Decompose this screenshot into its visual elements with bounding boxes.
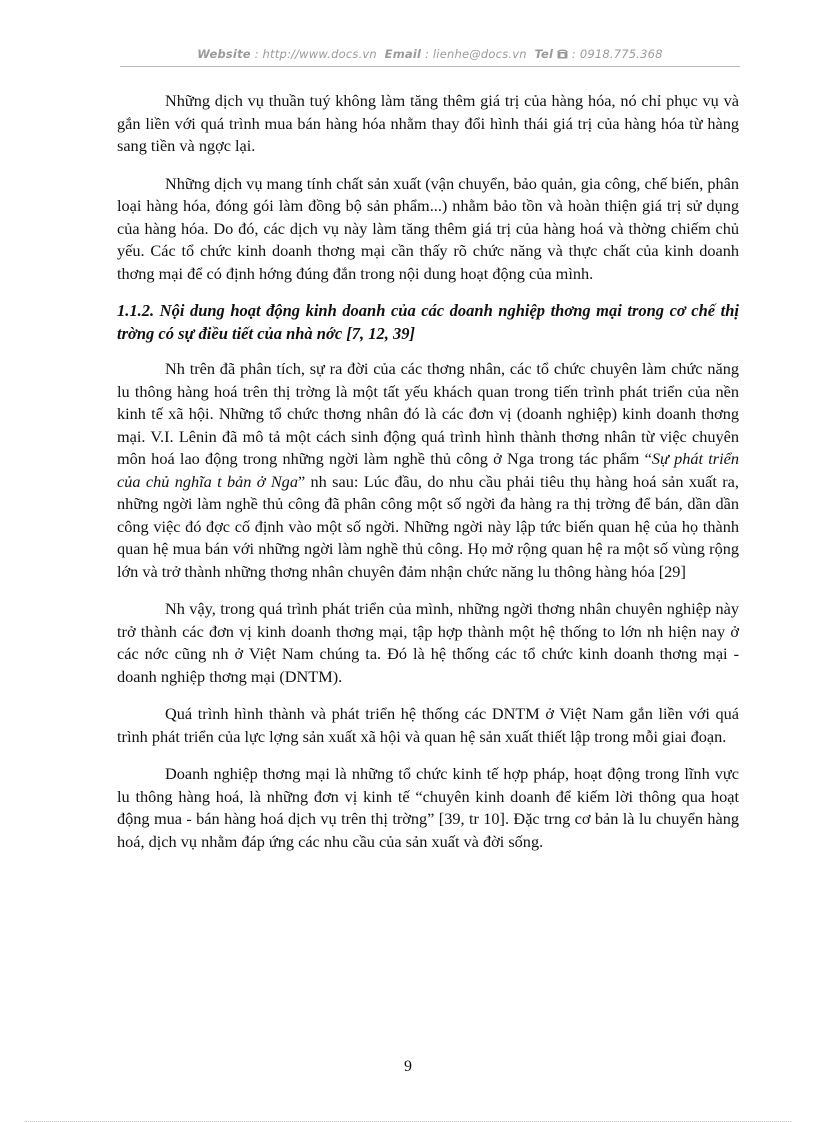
paragraph-2: Những dịch vụ mang tính chất sản xuất (vận chuyển, bảo quản, gia công, chế biến, phân loại hàng hóa, đóng gói làm đồng bộ sản phẩm...) nhằm bảo tồn và hoàn thiện giá trị sử dụng của hàng hóa. Do đó, các dịch vụ này làm tăng thêm giá trị của hàng hoá và thờng chiếm chủ yếu. Các tổ chức kinh doanh thơng mại cần thấy rõ chức năng và thực chất của kinh doanh thơng mại để có định hớng đúng đắn trong nội dung hoạt động của mình. [117,173,739,283]
paragraph-4: Nh vậy, trong quá trình phát triển của mình, những ngời thơng nhân chuyên nghiệp này trở thành các đơn vị kinh doanh thơng mại, tập hợp thành một hệ thống to lớn nh hiện nay ở các nớc cũng nh ở Việt Nam chúng ta. Đó là hệ thống các tổ chức kinh doanh thơng mại - doanh nghiệp thơng mại (DNTM). [117,599,739,686]
email-value: : lienhe@docs.vn [424,47,527,61]
website-label: Website [197,47,251,61]
paragraph-1: Những dịch vụ thuần tuý không làm tăng thêm giá trị của hàng hóa, nó chỉ phục vụ và gắn liền với quá trình mua bán hàng hóa nhằm thay đổi hình thái giá trị của hàng hóa từ hàng sang tiền và ngợc lại. [117,91,739,155]
book-title: Sự phát triển của chủ nghĩa t bản ở Nga [117,449,739,491]
page-header [120,47,740,61]
paragraph-3-text-end: ” nh sau: Lúc đầu, do nhu cầu phải tiêu thụ hàng hoá sản xuất ra, những ngời làm nghề thủ công đã phân công một số ngời đa hàng ra thị trờng để bán, dần dần công việc đó đợc cố định vào một số ngời. Những ngời này lập tức biến quan hệ của họ thành quan hệ mua bán với những ngời làm nghề thủ công. Họ mở rộng quan hệ ra một số vùng rộng lớn và trở thành những thơng nhân chuyên đảm nhận chức năng lu thông hàng hóa [29] [117,471,739,581]
footer-divider [25,1121,791,1122]
email-label: Email [384,47,422,61]
tel-value: : 0918.775.368 [571,47,663,61]
document-body [117,90,739,868]
tel-label: Tel [534,47,554,61]
paragraph-5: Quá trình hình thành và phát triển hệ thống các DNTM ở Việt Nam gắn liền với quá trình phát triển của lực lợng sản xuất xã hội và quan hệ sản xuất thiết lập trong mỗi giai đoạn. [117,704,739,746]
phone-icon [557,47,572,61]
header-divider [120,66,740,67]
page-number: 9 [404,1058,412,1075]
section-heading: 1.1.2. Nội dung hoạt động kinh doanh của các doanh nghiệp thơng mại trong cơ chế thị trờng có sự điều tiết của nhà nớc [7, 12, 39] [117,301,739,343]
paragraph-6: Doanh nghiệp thơng mại là những tổ chức kinh tế hợp pháp, hoạt động trong lĩnh vực lu thông hàng hoá, là những đơn vị kinh tế “chuyên kinh doanh để kiếm lời thông qua hoạt động mua - bán hàng hoá dịch vụ trên thị trờng” [39, tr 10]. Đặc trng cơ bản là lu chuyển hàng hoá, dịch vụ nhằm đáp ứng các nhu cầu của sản xuất và đời sống. [117,764,739,851]
paragraph-3 [117,358,739,583]
website-value: : http://www.docs.vn [254,47,377,61]
paragraph-3-text-start: Nh trên đã phân tích, sự ra đời của các thơng nhân, các tổ chức chuyên làm chức năng lu thông hàng hoá trên thị trờng là một tất yếu khách quan trong tiến trình phát triển của nền kinh tế xã hội. Những tổ chức thơng nhân đó là các đơn vị (doanh nghiệp) kinh doanh thơng mại. V.I. Lênin đã mô tả một cách sinh động quá trình hình thành thơng nhân từ việc chuyên môn hoá lao động trong những ngời làm nghề thủ công ở Nga trong tác phẩm “ [117,359,739,468]
